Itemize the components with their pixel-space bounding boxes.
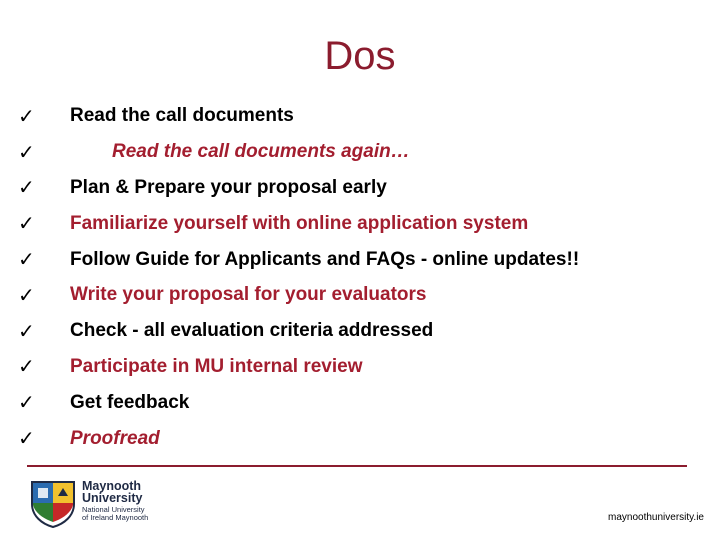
checkmark-icon: ✓ [18,390,35,415]
list-item-text: Read the call documents [70,105,294,127]
checkmark-icon: ✓ [18,103,35,128]
slide-title: Dos [324,34,396,78]
list-item [18,205,708,241]
checkmark-icon: ✓ [18,175,35,200]
list-item [18,241,708,277]
list-item-text: Read the call documents again… [112,141,410,163]
footer-url: maynoothuniversity.ie [608,512,704,523]
list-item-text: Get feedback [70,391,190,413]
list-item [18,313,708,349]
list-item-text: Participate in MU internal review [70,355,363,377]
list-item [18,420,708,456]
university-logo [30,478,160,528]
logo-name-line1: Maynooth [82,479,142,493]
crest-icon [30,478,76,528]
list-item-text: Follow Guide for Applicants and FAQs - online updates!! [70,248,580,270]
list-item-text: Check - all evaluation criteria addressed [70,320,434,342]
list-item [18,349,708,385]
checklist [18,98,708,456]
checkmark-icon: ✓ [18,318,35,343]
list-item [18,134,708,170]
list-item-text: Plan & Prepare your proposal early [70,176,387,198]
checkmark-icon: ✓ [18,354,35,379]
checkmark-icon: ✓ [18,426,35,451]
logo-name-line2: University [82,491,143,505]
list-item-text: Write your proposal for your evaluators [70,284,427,306]
logo-subtitle-line2: of Ireland Maynooth [82,513,149,522]
footer-divider [27,465,687,467]
logo-subtitle-line1: National University [82,505,145,514]
list-item [18,277,708,313]
list-item [18,170,708,206]
checkmark-icon: ✓ [18,247,35,272]
checkmark-icon: ✓ [18,211,35,236]
logo-text [82,480,148,522]
list-item-text: Proofread [70,427,160,449]
list-item [18,384,708,420]
list-item-text: Familiarize yourself with online application system [70,212,529,234]
checkmark-icon: ✓ [18,282,35,307]
checkmark-icon: ✓ [18,139,35,164]
list-item [18,98,708,134]
